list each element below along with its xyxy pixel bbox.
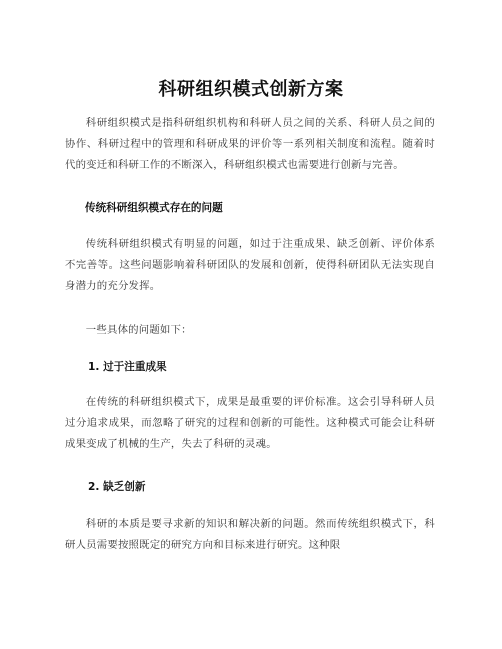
item-heading-lack-innovation: 2. 缺乏创新	[88, 481, 146, 493]
intro-paragraph: 科研组织模式是指科研组织机构和科研人员之间的关系、科研人员之间的协作、科研过程中的管理和科研成果的评价等一系列相关制度和流程。随着时代的变迁和科研工作的不断深入，科研组织模式也需要进行创新与完善。	[65, 117, 435, 171]
item-paragraph-overemphasis-results: 在传统的科研组织模式下，成果是最重要的评价标准。这会引导科研人员过分追求成果，而忽略了研究的过程和创新的可能性。这种模式可能会让科研成果变成了机械的生产，失去了科研的灵魂。	[65, 396, 435, 450]
list-lead-paragraph: 一些具体的问题如下：	[85, 324, 192, 336]
section-heading-traditional-problems: 传统科研组织模式存在的问题	[85, 202, 223, 214]
item-paragraph-lack-innovation: 科研的本质是要寻求新的知识和解决新的问题。然而传统组织模式下，科研人员需要按照既定的研究方向和目标来进行研究。这种限	[65, 518, 435, 551]
document-title: 科研组织模式创新方案	[158, 79, 344, 100]
section-paragraph-traditional-problems: 传统科研组织模式有明显的问题，如过于注重成果、缺乏创新、评价体系不完善等。这些问题影响着科研团队的发展和创新，使得科研团队无法实现自身潜力的充分发挥。	[65, 238, 435, 292]
item-heading-overemphasis-results: 1. 过于注重成果	[88, 361, 167, 373]
